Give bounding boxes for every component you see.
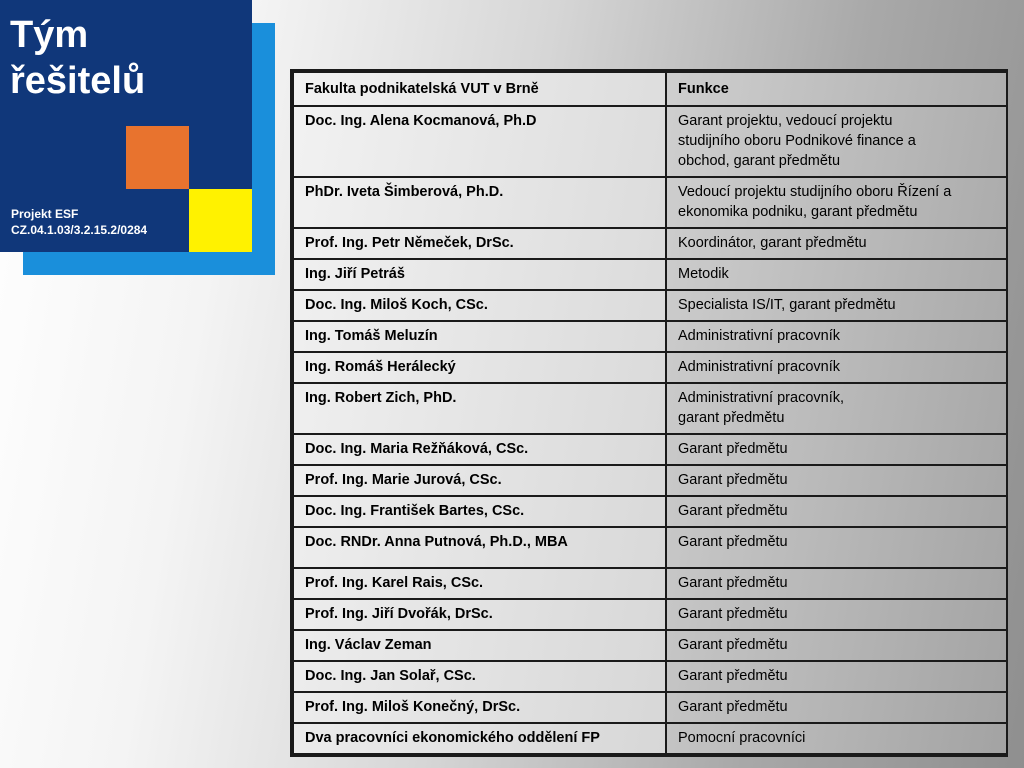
slide-title	[10, 12, 210, 104]
member-name-cell: Doc. Ing. František Bartes, CSc.	[293, 496, 666, 527]
member-name-cell: PhDr. Iveta Šimberová, Ph.D.	[293, 177, 666, 228]
table-header-faculty: Fakulta podnikatelská VUT v Brně	[293, 72, 666, 106]
table-row	[293, 661, 1007, 692]
member-function-cell	[666, 290, 1007, 321]
function-line: Garant předmětu	[678, 606, 788, 622]
table-row	[293, 383, 1007, 434]
table-row	[293, 496, 1007, 527]
member-name-cell: Doc. Ing. Maria Režňáková, CSc.	[293, 434, 666, 465]
member-function-cell	[666, 692, 1007, 723]
table-row	[293, 599, 1007, 630]
table-row	[293, 290, 1007, 321]
member-function-cell	[666, 259, 1007, 290]
member-name-cell: Ing. Václav Zeman	[293, 630, 666, 661]
member-function-cell	[666, 106, 1007, 177]
member-function-cell	[666, 383, 1007, 434]
function-line: Specialista IS/IT, garant předmětu	[678, 297, 896, 313]
slide-title-line1: Tým	[10, 14, 89, 56]
member-function-cell	[666, 352, 1007, 383]
function-line: ekonomika podniku, garant předmětu	[678, 204, 918, 220]
member-function-cell	[666, 661, 1007, 692]
slide-title-line2: řešitelů	[10, 60, 146, 102]
member-function-cell	[666, 599, 1007, 630]
table-row	[293, 259, 1007, 290]
function-line: Garant předmětu	[678, 575, 788, 591]
member-function-cell	[666, 527, 1007, 568]
project-label: Projekt ESF	[11, 207, 79, 221]
member-name-cell: Ing. Jiří Petráš	[293, 259, 666, 290]
member-name-cell: Dva pracovníci ekonomického oddělení FP	[293, 723, 666, 754]
function-line: Garant projektu, vedoucí projektu	[678, 113, 893, 129]
member-function-cell	[666, 630, 1007, 661]
table-row	[293, 568, 1007, 599]
table-row	[293, 321, 1007, 352]
table-row	[293, 723, 1007, 754]
member-name-cell: Ing. Tomáš Meluzín	[293, 321, 666, 352]
member-function-cell	[666, 434, 1007, 465]
function-line: Garant předmětu	[678, 637, 788, 653]
member-name-cell: Ing. Romáš Herálecký	[293, 352, 666, 383]
member-function-cell	[666, 496, 1007, 527]
function-line: studijního oboru Podnikové finance a	[678, 133, 916, 149]
table-row	[293, 434, 1007, 465]
function-line: Administrativní pracovník,	[678, 390, 845, 406]
function-line: obchod, garant předmětu	[678, 153, 841, 169]
function-line: Garant předmětu	[678, 472, 788, 488]
member-function-cell	[666, 465, 1007, 496]
member-name-cell: Prof. Ing. Marie Jurová, CSc.	[293, 465, 666, 496]
member-name-cell: Ing. Robert Zich, PhD.	[293, 383, 666, 434]
function-line: Administrativní pracovník	[678, 328, 840, 344]
member-function-cell	[666, 568, 1007, 599]
member-name-cell: Doc. Ing. Jan Solař, CSc.	[293, 661, 666, 692]
member-name-cell: Prof. Ing. Petr Němeček, DrSc.	[293, 228, 666, 259]
function-line: Vedoucí projektu studijního oboru Řízení a	[678, 184, 952, 200]
table-row	[293, 527, 1007, 568]
table-row	[293, 465, 1007, 496]
table-body	[293, 106, 1007, 754]
table-row	[293, 177, 1007, 228]
member-function-cell	[666, 723, 1007, 754]
table-row	[293, 692, 1007, 723]
project-info	[11, 206, 211, 238]
member-name-cell: Prof. Ing. Miloš Konečný, DrSc.	[293, 692, 666, 723]
function-line: Garant předmětu	[678, 503, 788, 519]
function-line: Garant předmětu	[678, 699, 788, 715]
member-function-cell	[666, 321, 1007, 352]
table-row	[293, 352, 1007, 383]
function-line: Pomocní pracovníci	[678, 730, 806, 746]
table-header-function: Funkce	[666, 72, 1007, 106]
project-code: CZ.04.1.03/3.2.15.2/0284	[11, 223, 148, 237]
team-table-container	[290, 69, 1008, 757]
function-line: Koordinátor, garant předmětu	[678, 235, 867, 251]
function-line: Garant předmětu	[678, 534, 788, 550]
member-function-cell	[666, 228, 1007, 259]
function-line: Metodik	[678, 266, 729, 282]
member-name-cell: Prof. Ing. Jiří Dvořák, DrSc.	[293, 599, 666, 630]
member-name-cell: Prof. Ing. Karel Rais, CSc.	[293, 568, 666, 599]
member-function-cell	[666, 177, 1007, 228]
function-line: Administrativní pracovník	[678, 359, 840, 375]
function-line: Garant předmětu	[678, 441, 788, 457]
member-name-cell: Doc. RNDr. Anna Putnová, Ph.D., MBA	[293, 527, 666, 568]
table-row	[293, 106, 1007, 177]
team-table	[292, 71, 1008, 755]
table-header-row	[293, 72, 1007, 106]
decor-square-orange	[126, 126, 189, 189]
member-name-cell: Doc. Ing. Miloš Koch, CSc.	[293, 290, 666, 321]
function-line: garant předmětu	[678, 410, 785, 426]
table-row	[293, 228, 1007, 259]
table-row	[293, 630, 1007, 661]
function-line: Garant předmětu	[678, 668, 788, 684]
member-name-cell: Doc. Ing. Alena Kocmanová, Ph.D	[293, 106, 666, 177]
